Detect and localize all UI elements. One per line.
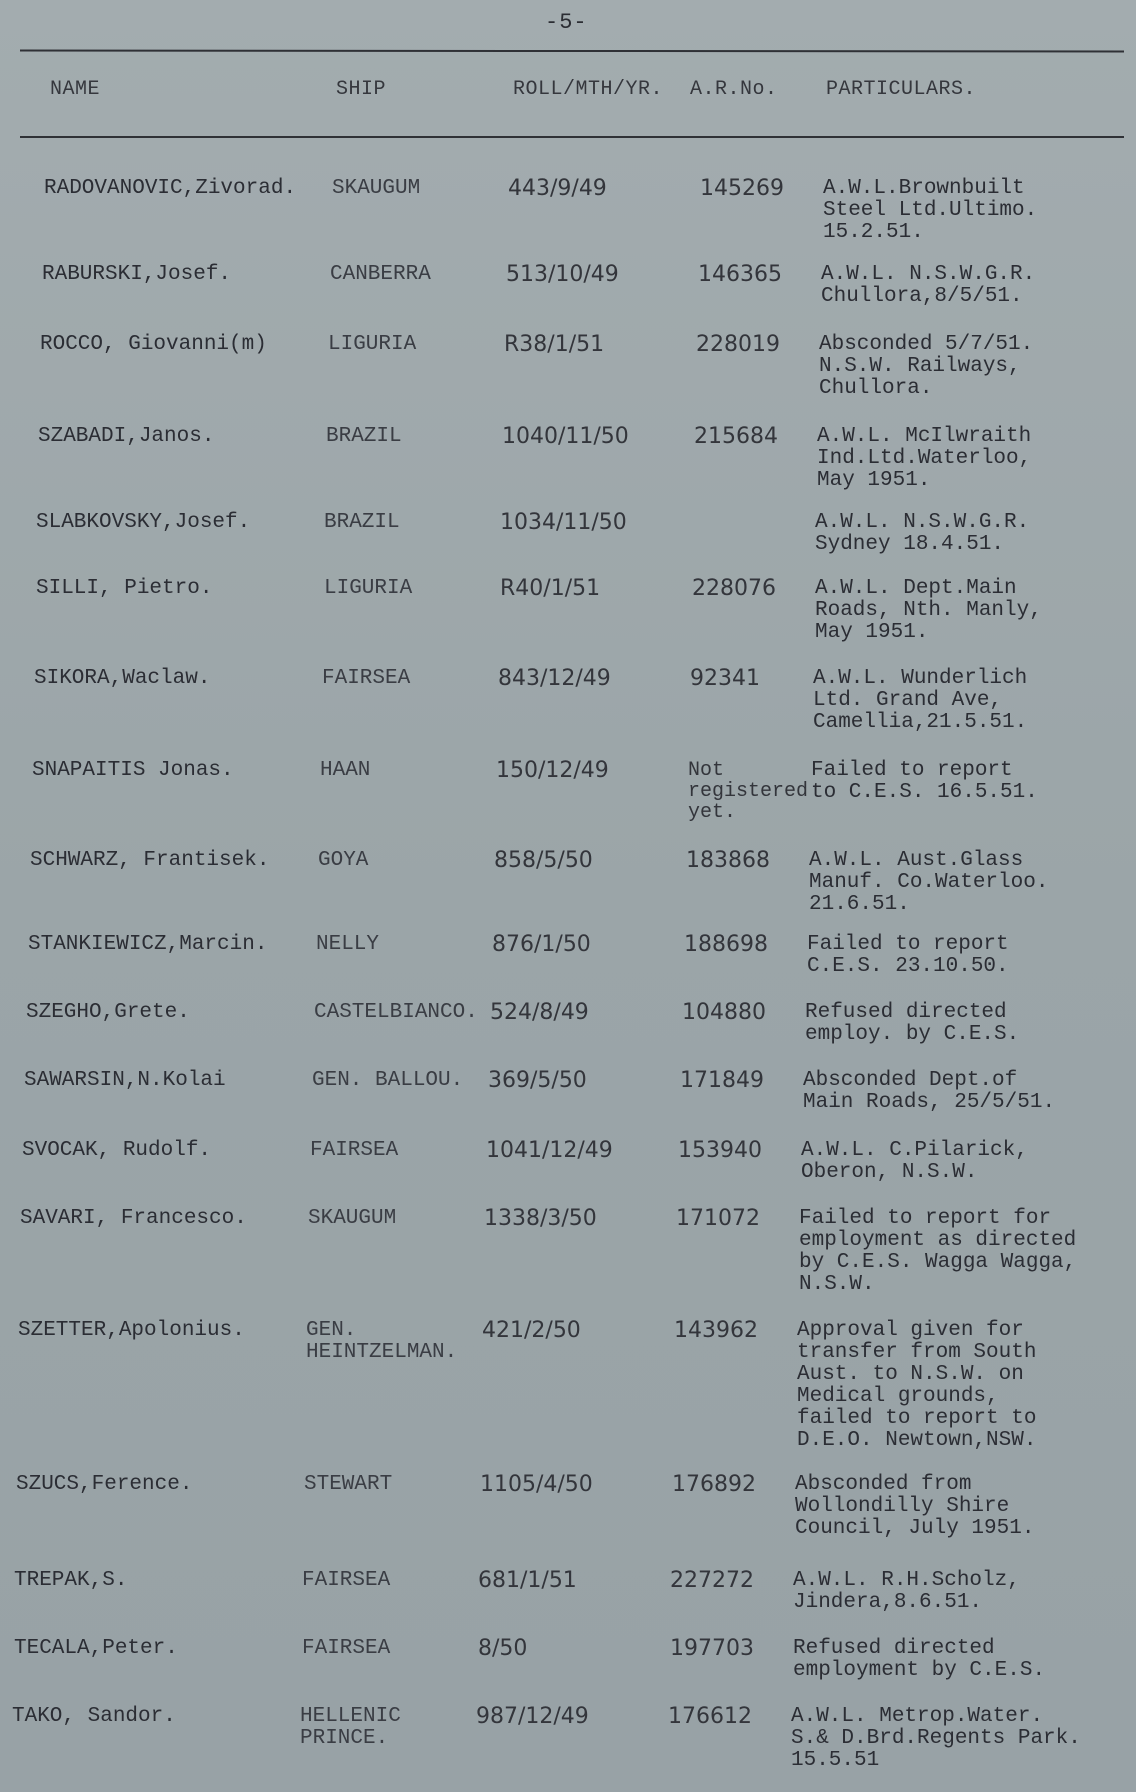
record-roll: 681/1/51: [478, 1568, 577, 1593]
record-ship: BRAZIL: [326, 425, 402, 448]
record-ship: GEN. HEINTZELMAN.: [306, 1319, 458, 1364]
record-particulars: A.W.L. Wunderlich Ltd. Grand Ave, Camellia,21.5.51.: [813, 667, 1028, 734]
record-name: SLABKOVSKY,Josef.: [36, 511, 251, 534]
record-ar-number: Not registered yet.: [688, 759, 809, 824]
record-ship: LIGURIA: [324, 577, 413, 600]
record-ship: BRAZIL: [324, 511, 400, 534]
record-name: TREPAK,S.: [14, 1569, 128, 1592]
header-name: NAME: [50, 78, 101, 101]
record-ar-number: 188698: [684, 932, 768, 957]
record-ship: CASTELBIANCO.: [314, 1001, 478, 1024]
record-roll: 876/1/50: [492, 932, 591, 957]
record-particulars: Absconded 5/7/51. N.S.W. Railways, Chullora.: [819, 333, 1034, 400]
record-name: ROCCO, Giovanni(m): [40, 333, 267, 356]
record-name: SAVARI, Francesco.: [20, 1207, 247, 1230]
header-rule: [20, 136, 1124, 138]
record-roll: 443/9/49: [508, 176, 607, 201]
record-name: SZEGHO,Grete.: [26, 1001, 190, 1024]
record-roll: 1105/4/50: [480, 1472, 593, 1497]
record-roll: 1034/11/50: [500, 510, 627, 535]
record-roll: 150/12/49: [496, 758, 609, 783]
record-particulars: A.W.L. N.S.W.G.R. Sydney 18.4.51.: [815, 511, 1030, 556]
record-particulars: A.W.L. N.S.W.G.R. Chullora,8/5/51.: [821, 263, 1036, 308]
record-roll: 858/5/50: [494, 848, 593, 873]
record-roll: 8/50: [478, 1636, 528, 1661]
record-name: RABURSKI,Josef.: [42, 263, 232, 286]
record-particulars: A.W.L. R.H.Scholz, Jindera,8.6.51.: [793, 1569, 1020, 1614]
record-ar-number: 171849: [680, 1068, 764, 1093]
record-roll: R38/1/51: [504, 332, 605, 357]
record-ar-number: 143962: [674, 1318, 758, 1343]
record-ar-number: 145269: [700, 176, 784, 201]
record-ar-number: 176612: [668, 1704, 752, 1729]
record-roll: 1338/3/50: [484, 1206, 597, 1231]
record-ar-number: 215684: [694, 424, 778, 449]
record-particulars: Absconded from Wollondilly Shire Council, July 1951.: [795, 1473, 1035, 1540]
record-particulars: A.W.L.Brownbuilt Steel Ltd.Ultimo. 15.2.51.: [823, 177, 1038, 244]
record-particulars: Approval given for transfer from South Aust. to N.S.W. on Medical grounds, failed to report to D.E.O. Newtown,NSW.: [797, 1319, 1037, 1452]
record-roll: R40/1/51: [500, 576, 601, 601]
record-particulars: Absconded Dept.of Main Roads, 25/5/51.: [803, 1069, 1056, 1114]
record-ship: GEN. BALLOU.: [312, 1069, 464, 1092]
record-roll: 1040/11/50: [502, 424, 629, 449]
record-ar-number: 228076: [692, 576, 776, 601]
top-rule: [20, 50, 1124, 53]
record-name: RADOVANOVIC,Zivorad.: [44, 177, 297, 200]
record-particulars: A.W.L. Metrop.Water. S.& D.Brd.Regents Park. 15.5.51: [791, 1705, 1081, 1772]
record-ar-number: 228019: [696, 332, 780, 357]
record-ship: LIGURIA: [328, 333, 417, 356]
record-roll: 524/8/49: [490, 1000, 589, 1025]
record-name: SZETTER,Apolonius.: [18, 1319, 245, 1342]
record-ship: FAIRSEA: [302, 1569, 391, 1592]
record-name: SZABADI,Janos.: [38, 425, 215, 448]
record-particulars: A.W.L. C.Pilarick, Oberon, N.S.W.: [801, 1139, 1028, 1184]
record-particulars: Failed to report C.E.S. 23.10.50.: [807, 933, 1009, 978]
record-name: TAKO, Sandor.: [12, 1705, 176, 1728]
record-particulars: Refused directed employ. by C.E.S.: [805, 1001, 1020, 1046]
record-particulars: Failed to report for employment as directed by C.E.S. Wagga Wagga, N.S.W.: [799, 1207, 1077, 1296]
record-name: SVOCAK, Rudolf.: [22, 1139, 212, 1162]
record-particulars: A.W.L. Dept.Main Roads, Nth. Manly, May 1951.: [815, 577, 1042, 644]
record-ship: GOYA: [318, 849, 369, 872]
record-ar-number: 176892: [672, 1472, 756, 1497]
record-ship: FAIRSEA: [310, 1139, 399, 1162]
record-particulars: A.W.L. Aust.Glass Manuf. Co.Waterloo. 21.6.51.: [809, 849, 1049, 916]
record-ar-number: 92341: [690, 666, 760, 691]
record-name: STANKIEWICZ,Marcin.: [28, 933, 268, 956]
record-ship: FAIRSEA: [302, 1637, 391, 1660]
record-ar-number: 104880: [682, 1000, 766, 1025]
header-ar-number: A.R.No.: [690, 78, 778, 101]
record-particulars: Failed to report to C.E.S. 16.5.51.: [811, 759, 1038, 804]
record-ship: SKAUGUM: [332, 177, 421, 200]
record-particulars: A.W.L. McIlwraith Ind.Ltd.Waterloo, May 1951.: [817, 425, 1032, 492]
record-ship: HELLENIC PRINCE.: [300, 1705, 401, 1750]
record-roll: 369/5/50: [488, 1068, 587, 1093]
record-ar-number: 153940: [678, 1138, 762, 1163]
record-ar-number: 171072: [676, 1206, 760, 1231]
page-number: -5-: [545, 10, 588, 35]
record-ship: STEWART: [304, 1473, 393, 1496]
record-ship: CANBERRA: [330, 263, 431, 286]
record-roll: 987/12/49: [476, 1704, 589, 1729]
header-particulars: PARTICULARS.: [826, 78, 977, 101]
record-roll: 1041/12/49: [486, 1138, 613, 1163]
record-roll: 843/12/49: [498, 666, 611, 691]
record-ship: HAAN: [320, 759, 371, 782]
record-roll: 513/10/49: [506, 262, 619, 287]
record-ship: FAIRSEA: [322, 667, 411, 690]
record-roll: 421/2/50: [482, 1318, 581, 1343]
record-ar-number: 227272: [670, 1568, 754, 1593]
record-ar-number: 197703: [670, 1636, 754, 1661]
record-name: TECALA,Peter.: [14, 1637, 178, 1660]
record-ship: NELLY: [316, 933, 380, 956]
header-ship: SHIP: [336, 78, 387, 101]
record-ar-number: 183868: [686, 848, 770, 873]
record-name: SIKORA,Waclaw.: [34, 667, 211, 690]
record-name: SILLI, Pietro.: [36, 577, 213, 600]
record-ar-number: 146365: [698, 262, 782, 287]
header-roll: ROLL/MTH/YR.: [513, 78, 664, 101]
record-name: SCHWARZ, Frantisek.: [30, 849, 270, 872]
record-name: SNAPAITIS Jonas.: [32, 759, 234, 782]
record-name: SZUCS,Ference.: [16, 1473, 193, 1496]
record-particulars: Refused directed employment by C.E.S.: [793, 1637, 1046, 1682]
record-name: SAWARSIN,N.Kolai: [24, 1069, 226, 1092]
record-ship: SKAUGUM: [308, 1207, 397, 1230]
